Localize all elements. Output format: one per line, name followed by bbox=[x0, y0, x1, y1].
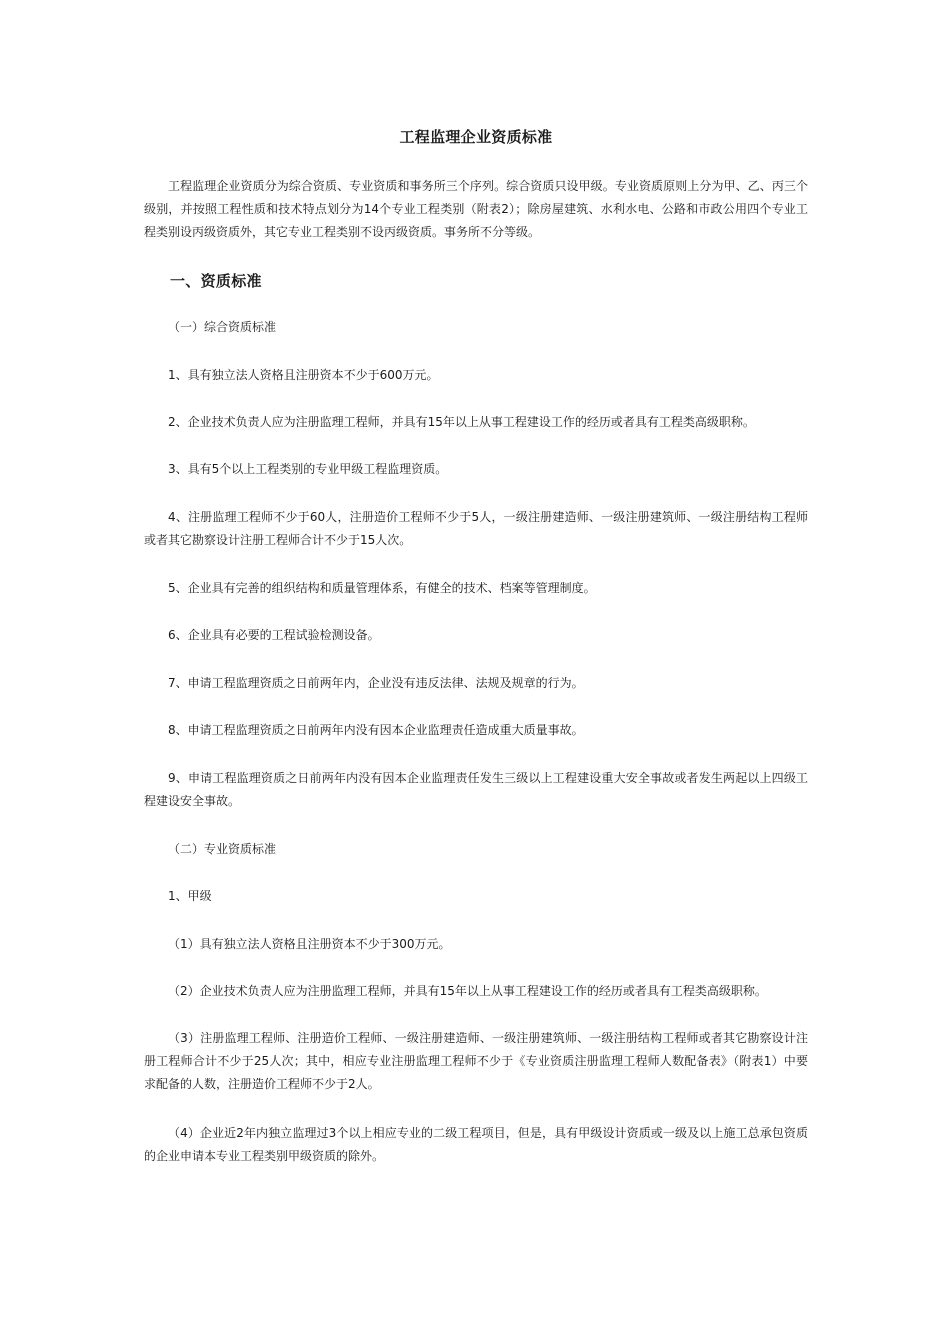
comprehensive-item-3: 3、具有5个以上工程类别的专业甲级工程监理资质。 bbox=[168, 462, 448, 476]
subsection-heading-professional: （二）专业资质标准 bbox=[168, 842, 277, 856]
grade-a-item-2: （2）企业技术负责人应为注册监理工程师，并具有15年以上从事工程建设工作的经历或者具有工程类高级职称。 bbox=[168, 984, 767, 998]
comprehensive-item-2: 2、企业技术负责人应为注册监理工程师，并具有15年以上从事工程建设工作的经历或者具有工程类高级职称。 bbox=[168, 415, 755, 429]
intro-paragraph: 工程监理企业资质分为综合资质、专业资质和事务所三个序列。综合资质只设甲级。专业资质原则上分为甲、乙、丙三个级别，并按照工程性质和技术特点划分为14个专业工程类别（附表2）；除房屋建筑、水利水电、公路和市政公用四个专业工程类别设丙级资质外，其它专业工程类别不设丙级资质。事务所不分等级。 bbox=[144, 179, 808, 239]
comprehensive-item-4: 4、注册监理工程师不少于60人，注册造价工程师不少于5人，一级注册建造师、一级注册建筑师、一级注册结构工程师或者其它勘察设计注册工程师合计不少于15人次。 bbox=[144, 510, 808, 547]
comprehensive-item-5: 5、企业具有完善的组织结构和质量管理体系，有健全的技术、档案等管理制度。 bbox=[168, 581, 596, 595]
comprehensive-item-6: 6、企业具有必要的工程试验检测设备。 bbox=[168, 628, 380, 642]
comprehensive-item-9: 9、申请工程监理资质之日前两年内没有因本企业监理责任发生三级以上工程建设重大安全事故或者发生两起以上四级工程建设安全事故。 bbox=[144, 771, 808, 808]
comprehensive-item-1: 1、具有独立法人资格且注册资本不少于600万元。 bbox=[168, 368, 439, 382]
grade-a-heading: 1、甲级 bbox=[168, 889, 212, 903]
grade-a-item-1: （1）具有独立法人资格且注册资本不少于300万元。 bbox=[168, 937, 451, 951]
subsection-heading-comprehensive: （一）综合资质标准 bbox=[168, 320, 277, 334]
document-title: 工程监理企业资质标准 bbox=[399, 128, 553, 146]
comprehensive-item-8: 8、申请工程监理资质之日前两年内没有因本企业监理责任造成重大质量事故。 bbox=[168, 723, 584, 737]
section-heading-qualification-standards: 一、资质标准 bbox=[170, 272, 262, 290]
grade-a-item-4: （4）企业近2年内独立监理过3个以上相应专业的二级工程项目，但是，具有甲级设计资质或一级及以上施工总承包资质的企业申请本专业工程类别甲级资质的除外。 bbox=[144, 1126, 808, 1163]
grade-a-item-3: （3）注册监理工程师、注册造价工程师、一级注册建造师、一级注册建筑师、一级注册结构工程师或者其它勘察设计注册工程师合计不少于25人次；其中，相应专业注册监理工程师不少于《专业资质注册监理工程师人数配备表》（附表1）中要求配备的人数，注册造价工程师不少于2人。 bbox=[144, 1031, 808, 1091]
comprehensive-item-7: 7、申请工程监理资质之日前两年内，企业没有违反法律、法规及规章的行为。 bbox=[168, 676, 584, 690]
